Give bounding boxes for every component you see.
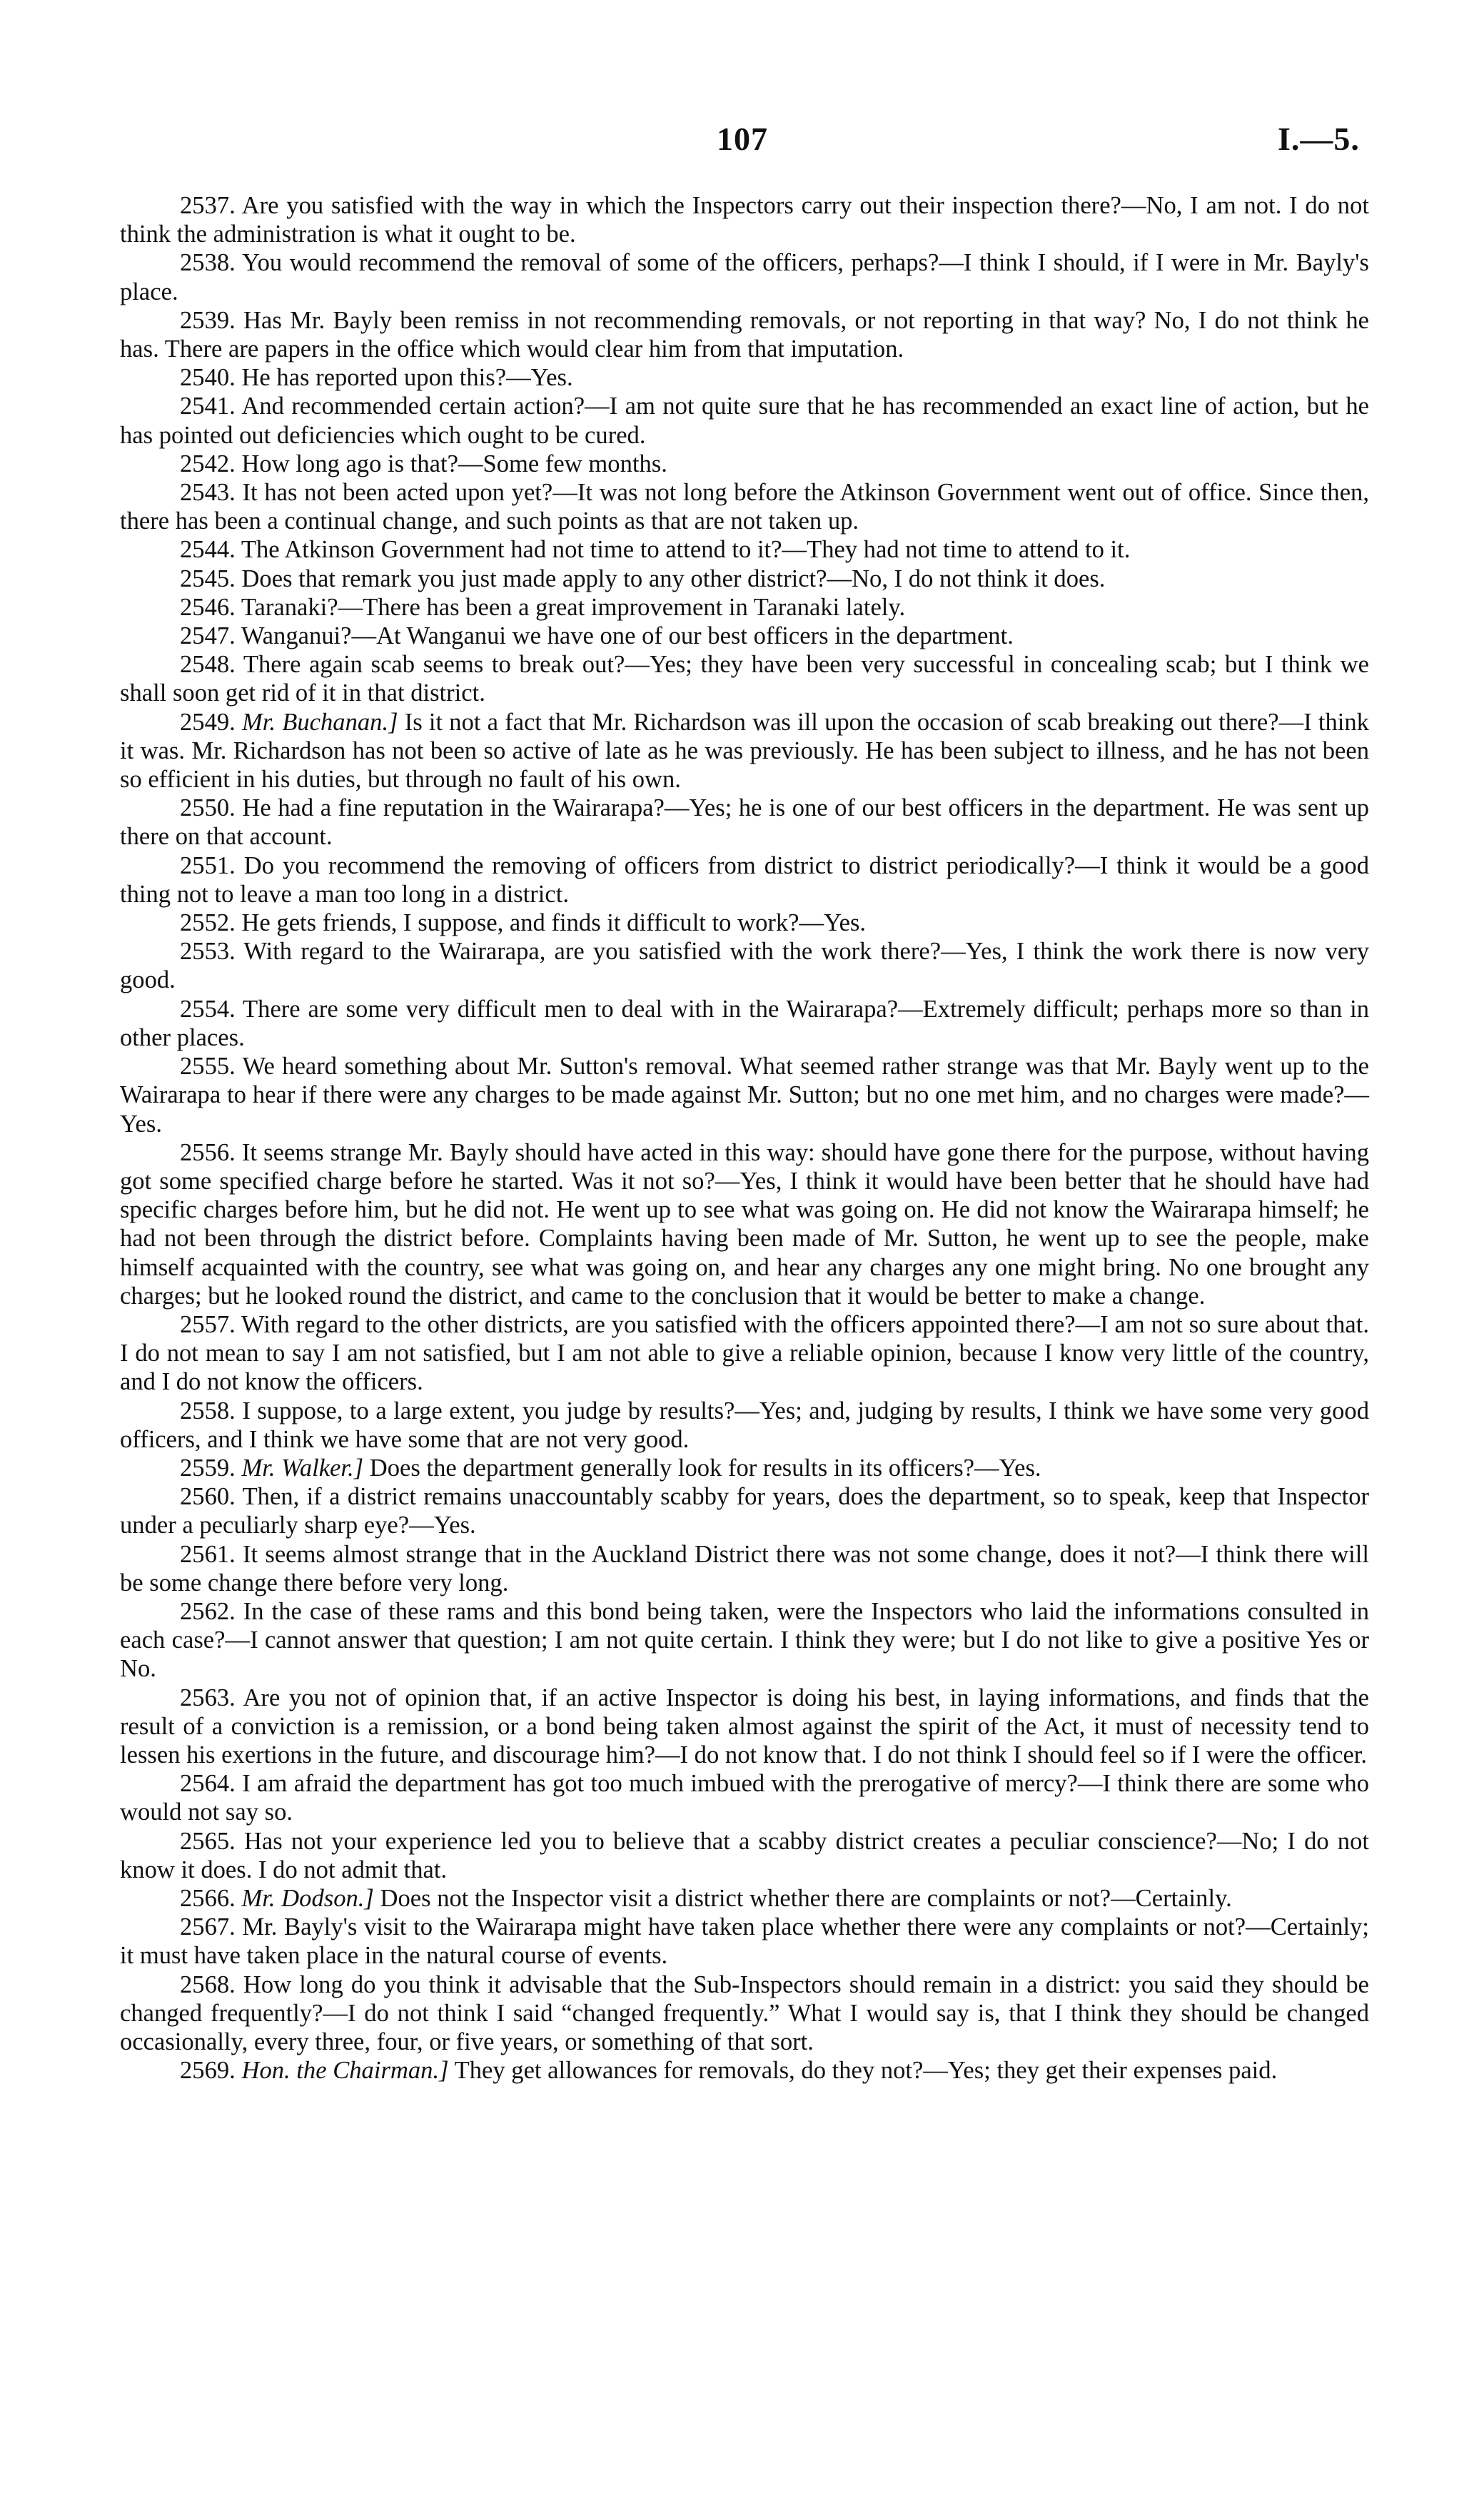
paragraph: 2549. Mr. Buchanan.] Is it not a fact that Mr. Richardson was ill upon the occasion of scab breaking out there?—I think it was. Mr. Richardson has not been so active of late as he was previously. He has been subject to illness, and he has not been so efficient in his duties, but through no fault of his own. [120, 708, 1369, 794]
paragraph: 2554. There are some very difficult men to deal with in the Wairarapa?—Extremely difficult; perhaps more so than in other places. [120, 995, 1369, 1051]
speaker-label: Mr. Buchanan.] [242, 708, 398, 736]
paragraph: 2552. He gets friends, I suppose, and finds it difficult to work?—Yes. [180, 909, 867, 937]
paragraph: 2547. Wanganui?—At Wanganui we have one of our best officers in the department. [180, 622, 1014, 650]
paragraph: 2569. Hon. the Chairman.] They get allowances for removals, do they not?—Yes; they get their expenses paid. [180, 2057, 1278, 2085]
paragraph: 2561. It seems almost strange that in the Auckland District there was not some change, does it not?—I think there will be some change there before very long. [120, 1540, 1369, 1596]
speaker-label: Mr. Dodson.] [241, 1884, 374, 1912]
speaker-label: Hon. the Chairman.] [241, 2057, 449, 2085]
paragraph: 2541. And recommended certain action?—I am not quite sure that he has recommended an exact line of action, but he has pointed out deficiencies which ought to be cured. [120, 393, 1369, 449]
paragraph: 2560. Then, if a district remains unaccountably scabby for years, does the department, so to speak, keep that Inspector under a peculiarly sharp eye?—Yes. [120, 1483, 1369, 1539]
paragraph: 2546. Taranaki?—There has been a great improvement in Taranaki lately. [180, 593, 906, 621]
paragraph: 2548. There again scab seems to break out?—Yes; they have been very successful in concealing scab; but I think we shall soon get rid of it in that district. [120, 651, 1369, 707]
question-number: 2569. [180, 2057, 236, 2085]
paragraph: 2567. Mr. Bayly's visit to the Wairarapa might have taken place whether there were any complaints or not?—Certainly; it must have taken place in the natural course of events. [120, 1913, 1369, 1970]
paragraph: 2545. Does that remark you just made apply to any other district?—No, I do not think it does. [180, 565, 1106, 592]
paragraph: 2543. It has not been acted upon yet?—It was not long before the Atkinson Government went out of office. Since then, there has been a continual change, and such points as that are not taken up. [120, 479, 1369, 535]
paragraph: 2557. With regard to the other districts, are you satisfied with the officers appointed there?—I am not so sure about that. I do not mean to say I am not satisfied, but I am not able to give a reliable opinion, because I know very little of the country, and I do not know the officers. [120, 1310, 1369, 1396]
paragraph: 2538. You would recommend the removal of some of the officers, perhaps?—I think I should, if I were in Mr. Bayly's place. [120, 249, 1369, 305]
paragraph: 2562. In the case of these rams and this bond being taken, were the Inspectors who laid the informations consulted in each case?—I cannot answer that question; I am not quite certain. I think they were; but I do not like to give a positive Yes or No. [120, 1597, 1369, 1683]
page-number: 107 [717, 121, 768, 157]
paragraph: 2540. He has reported upon this?—Yes. [180, 364, 573, 392]
paragraph: 2566. Mr. Dodson.] Does not the Inspector visit a district whether there are complaints or not?—Certainly. [180, 1884, 1232, 1912]
paragraph: 2559. Mr. Walker.] Does the department generally look for results in its officers?—Yes. [180, 1454, 1041, 1482]
question-number: 2549. [180, 708, 236, 736]
paragraph: 2565. Has not your experience led you to believe that a scabby district creates a peculiar conscience?—No; I do not know it does. I do not admit that. [120, 1827, 1369, 1883]
paragraph: 2555. We heard something about Mr. Sutton's removal. What seemed rather strange was that Mr. Bayly went up to the Wairarapa to hear if there were any charges to be made against Mr. Sutton; but no one met him, and no charges were made?—Yes. [120, 1053, 1369, 1138]
paragraph: 2551. Do you recommend the removing of officers from district to district periodically?—I think it would be a good thing not to leave a man too long in a district. [120, 851, 1369, 908]
paragraph: 2537. Are you satisfied with the way in which the Inspectors carry out their inspection there?—No, I am not. I do not think the administration is what it ought to be. [120, 192, 1369, 248]
paragraph: 2539. Has Mr. Bayly been remiss in not recommending removals, or not reporting in that way? No, I do not think he has. There are papers in the office which would clear him from that imputation. [120, 306, 1369, 363]
paragraph: 2564. I am afraid the department has got too much imbued with the prerogative of mercy?—I think there are some who would not say so. [120, 1770, 1369, 1826]
page-body [120, 191, 1369, 2085]
paragraph: 2542. How long ago is that?—Some few months. [180, 450, 667, 477]
question-number: 2559. [180, 1454, 236, 1482]
question-number: 2566. [180, 1884, 236, 1912]
paragraph: 2553. With regard to the Wairarapa, are you satisfied with the work there?—Yes, I think the work there is now very good. [120, 938, 1369, 994]
document-reference: I.—5. [1278, 121, 1360, 157]
paragraph: 2558. I suppose, to a large extent, you judge by results?—Yes; and, judging by results, I think we have some very good officers, and I think we have some that are not very good. [120, 1397, 1369, 1453]
paragraph: 2563. Are you not of opinion that, if an active Inspector is doing his best, in laying informations, and finds that the result of a conviction is a remission, or a bond being taken almost against the spirit of the Act, it must of necessity tend to lessen his exertions in the future, and discourage him?—I do not know that. I do not think I should feel so if I were the officer. [120, 1684, 1369, 1768]
paragraph: 2550. He had a fine reputation in the Wairarapa?—Yes; he is one of our best officers in the department. He was sent up there on that account. [120, 794, 1369, 851]
page-header [0, 120, 1484, 163]
paragraph: 2556. It seems strange Mr. Bayly should have acted in this way: should have gone there for the purpose, without having got some specified charge before he started. Was it not so?—Yes, I think it would have been better that he should have had specific charges before him, but he did not. He went up to see what was going on. He did not know the Wairarapa himself; he had not been through the district before. Complaints having been made of Mr. Sutton, he went up to see the people, make himself acquainted with the country, see what was going on, and hear any charges any one might bring. No one brought any charges; but he looked round the district, and came to the conclusion that it would be better to make a change. [120, 1138, 1369, 1310]
speaker-label: Mr. Walker.] [241, 1454, 364, 1482]
paragraph: 2544. The Atkinson Government had not time to attend to it?—They had not time to attend to it. [180, 536, 1131, 564]
paragraph: 2568. How long do you think it advisable that the Sub-Inspectors should remain in a district: you said they should be changed frequently?—I do not think I said “changed frequently.” What I would say is, that I think they should be changed occasionally, every three, four, or five years, or something of that sort. [120, 1970, 1369, 2055]
